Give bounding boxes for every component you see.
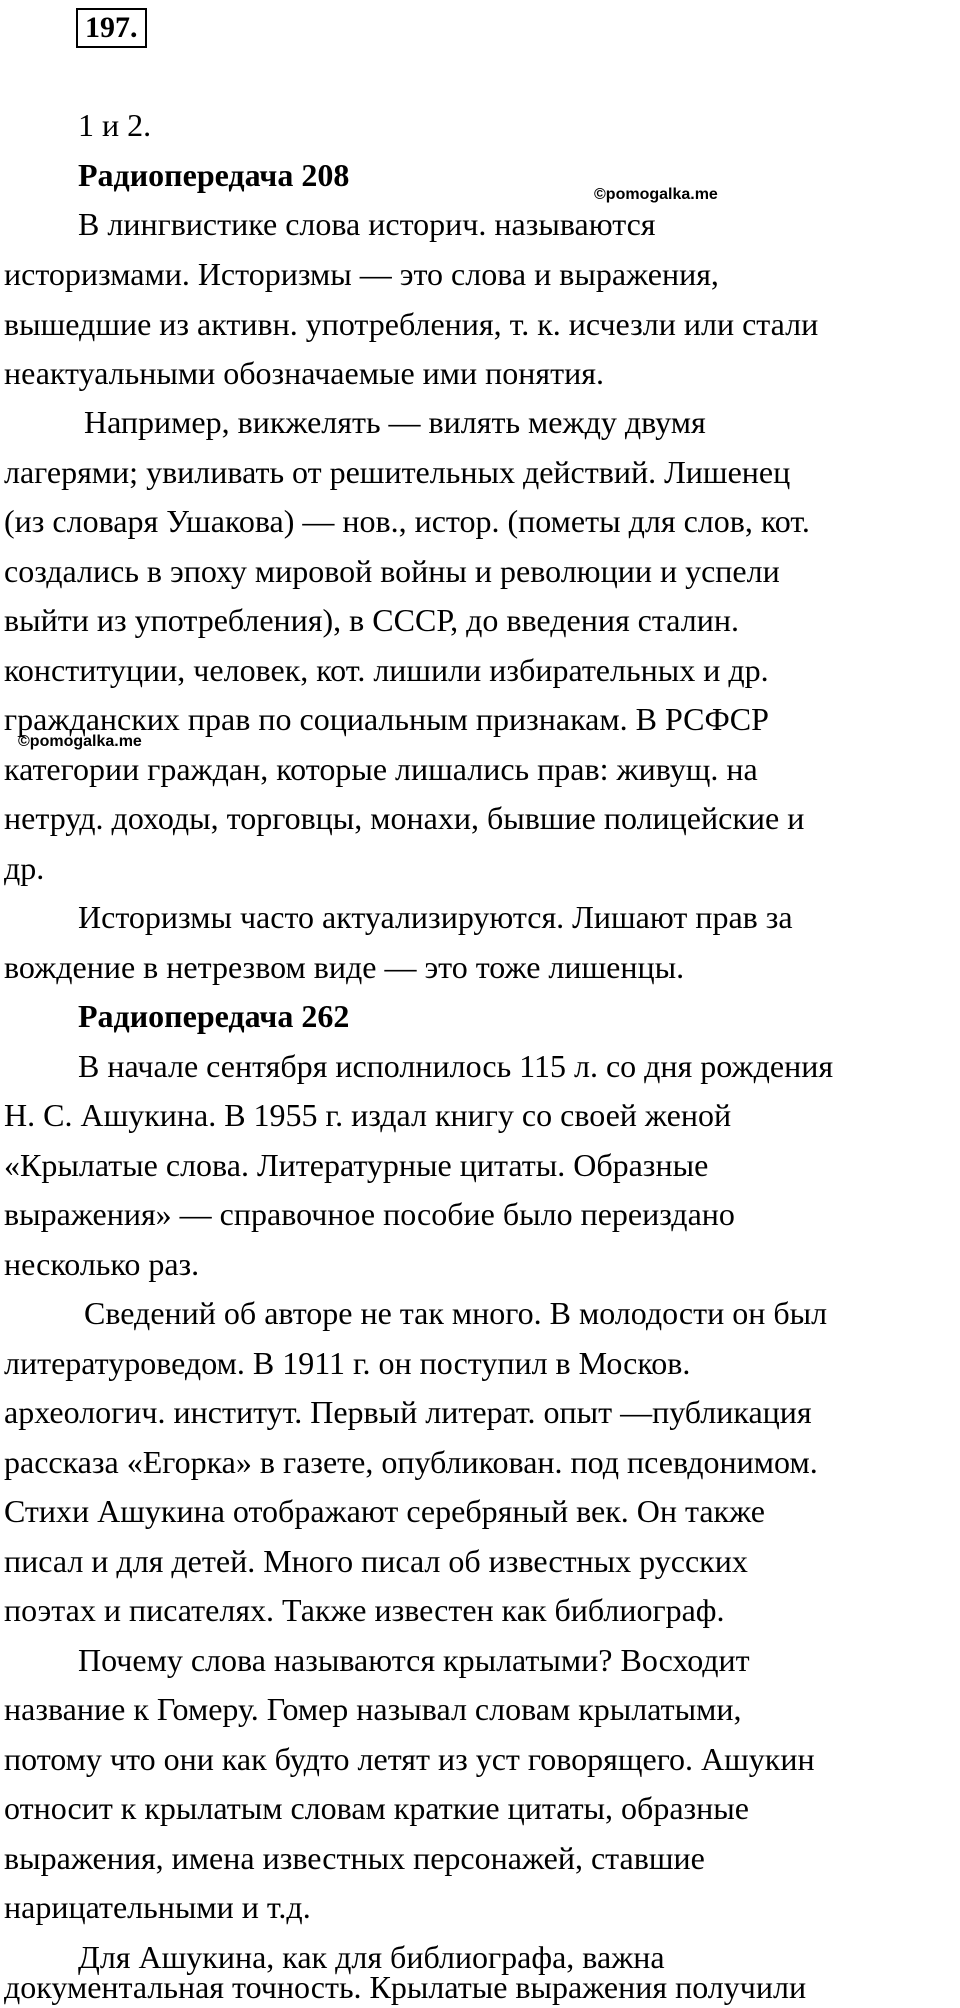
watermark: ©pomogalka.me <box>594 186 718 203</box>
paragraph-line: Н. С. Ашукина. В 1955 г. издал книгу со своей женой <box>4 1097 732 1133</box>
section-heading: Радиопередача 262 <box>78 998 350 1034</box>
watermark: ©pomogalka.me <box>18 733 142 750</box>
paragraph-line: нетруд. доходы, торговцы, монахи, бывшие полицейские и <box>4 800 805 836</box>
paragraph-line: несколько раз. <box>4 1246 200 1282</box>
paragraph-line: писал и для детей. Много писал об известных русских <box>4 1543 748 1579</box>
paragraph-line: название к Гомеру. Гомер называл словам крылатыми, <box>4 1691 742 1727</box>
paragraph-line: Почему слова называются крылатыми? Восходит <box>78 1642 750 1678</box>
paragraph-line: неактуальными обозначаемые ими понятия. <box>4 355 604 391</box>
paragraph-line: вышедшие из активн. употребления, т. к. исчезли или стали <box>4 306 819 342</box>
paragraph-line: поэтах и писателях. Также известен как библиограф. <box>4 1592 725 1628</box>
paragraph-line: Например, викжелять — вилять между двумя <box>84 404 706 440</box>
paragraph-line: др. <box>4 850 45 886</box>
paragraph-line: вождение в нетрезвом виде — это тоже лишенцы. <box>4 949 685 985</box>
paragraph-line: гражданских прав по социальным признакам. В РСФСР <box>4 701 769 737</box>
paragraph-line: потому что они как будто летят из уст говорящего. Ашукин <box>4 1741 815 1777</box>
paragraph-line: выражения» — справочное пособие было переиздано <box>4 1196 735 1232</box>
paragraph-line: относит к крылатым словам краткие цитаты, образные <box>4 1790 749 1826</box>
paragraph-line: категории граждан, которые лишались прав: живущ. на <box>4 751 758 787</box>
task-number-box: 197. <box>76 8 147 48</box>
paragraph-line: рассказа «Егорка» в газете, опубликован. под псевдонимом. <box>4 1444 818 1480</box>
paragraph-line: археологич. институт. Первый литерат. опыт —публикация <box>4 1394 812 1430</box>
paragraph-line: «Крылатые слова. Литературные цитаты. Образные <box>4 1147 709 1183</box>
paragraph-line: Историзмы часто актуализируются. Лишают прав за <box>78 899 793 935</box>
paragraph-line: (из словаря Ушакова) — нов., истор. (пометы для слов, кот. <box>4 503 810 539</box>
paragraph-line: Стихи Ашукина отображают серебряный век. Он также <box>4 1493 765 1529</box>
paragraph-line: Для Ашукина, как для библиографа, важна <box>78 1939 665 1975</box>
paragraph-line: В начале сентября исполнилось 115 л. со дня рождения <box>78 1048 834 1084</box>
paragraph-line: конституции, человек, кот. лишили избирательных и др. <box>4 652 769 688</box>
paragraph-line: Сведений об авторе не так много. В молодости он был <box>84 1295 828 1331</box>
paragraph-line: выйти из употребления), в СССР, до введения сталин. <box>4 602 739 638</box>
paragraph-line: лагерями; увиливать от решительных действий. Лишенец <box>4 454 791 490</box>
section-heading: Радиопередача 208 <box>78 157 350 193</box>
paragraph-line: В лингвистике слова историч. называются <box>78 206 656 242</box>
paragraph-line: историзмами. Историзмы — это слова и выражения, <box>4 256 719 292</box>
paragraph-line: литературоведом. В 1911 г. он поступил в Москов. <box>4 1345 691 1381</box>
paragraph-line: выражения, имена известных персонажей, ставшие <box>4 1840 705 1876</box>
paragraph-line: документальная точность. Крылатые выражения получили <box>4 1969 807 2005</box>
paragraph-line: создались в эпоху мировой войны и революции и успели <box>4 553 780 589</box>
paragraph-line: нарицательными и т.д. <box>4 1889 311 1925</box>
answer-line: 1 и 2. <box>78 107 152 143</box>
